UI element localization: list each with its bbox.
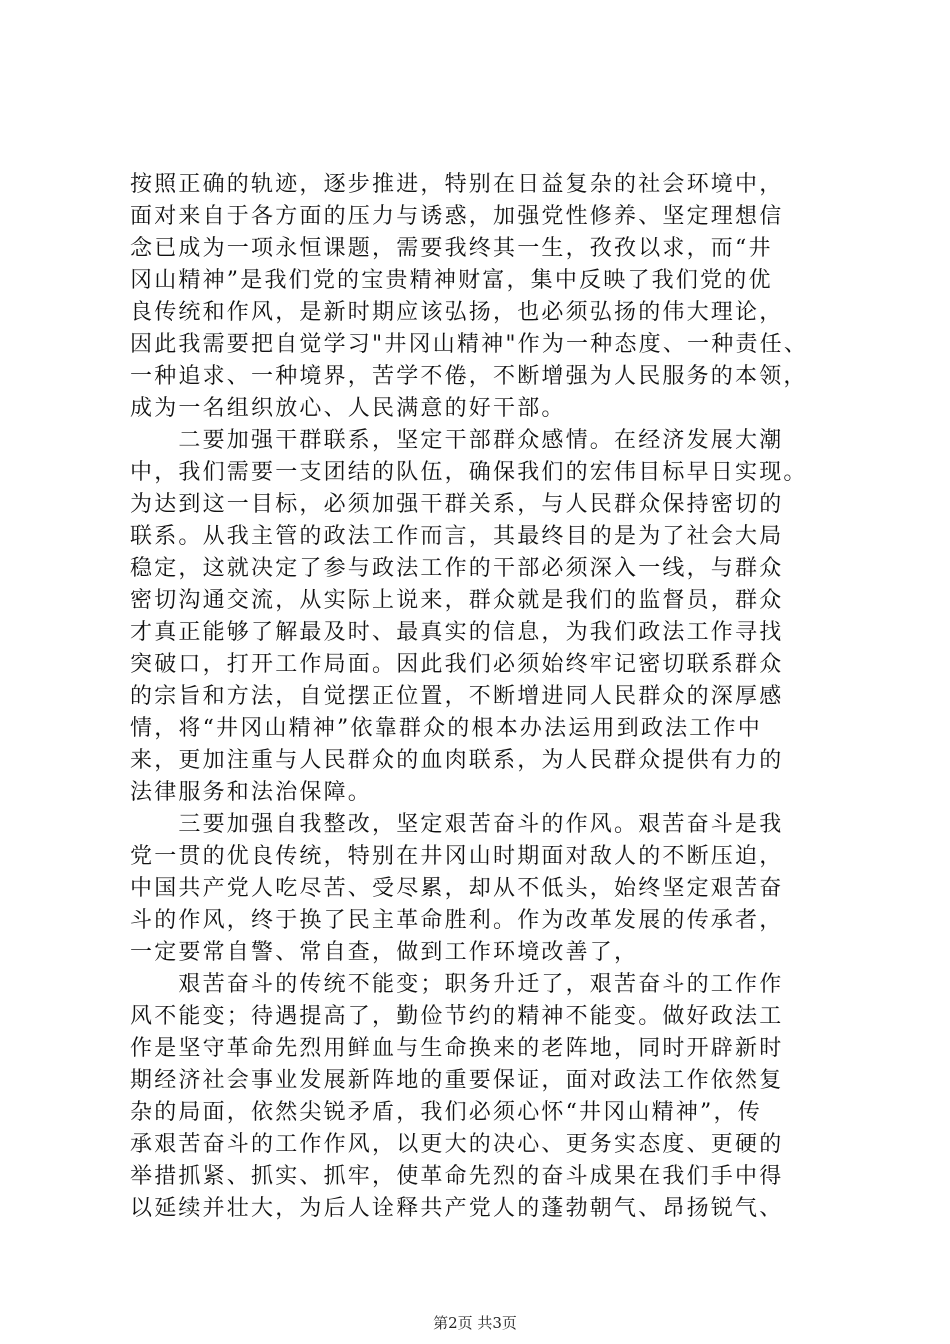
text-line: 作是坚守革命先烈用鲜血与生命换来的老阵地，同时开辟新时 [130, 1036, 784, 1061]
text-line: 面对来自于各方面的压力与诱惑，加强党性修养、坚定理想信 [130, 204, 784, 229]
text-line: 以延续并壮大，为后人诠释共产党人的蓬勃朝气、昂扬锐气、 [130, 1196, 784, 1221]
text-line: 三要加强自我整改，坚定艰苦奋斗的作风。艰苦奋斗是我 [130, 812, 784, 837]
text-line: 期经济社会事业发展新阵地的重要保证，面对政法工作依然复 [130, 1068, 784, 1093]
text-line: 中国共产党人吃尽苦、受尽累，却从不低头，始终坚定艰苦奋 [130, 876, 784, 901]
text-line: 冈山精神”是我们党的宝贵精神财富，集中反映了我们党的优 [130, 268, 773, 293]
text-line: 良传统和作风，是新时期应该弘扬，也必须弘扬的伟大理论， [130, 300, 784, 325]
text-line: 党一贯的优良传统，特别在井冈山时期面对敌人的不断压迫， [130, 844, 784, 869]
text-line: 艰苦奋斗的传统不能变；职务升迁了，艰苦奋斗的工作作 [130, 972, 784, 997]
text-line: 为达到这一目标，必须加强干群关系，与人民群众保持密切的 [130, 492, 784, 517]
text-line: 中，我们需要一支团结的队伍，确保我们的宏伟目标早日实现。 [130, 460, 808, 485]
text-line: 二要加强干群联系，坚定干部群众感情。在经济发展大潮 [130, 428, 784, 453]
text-line: 斗的作风，终于换了民主革命胜利。作为改革发展的传承者， [130, 908, 784, 933]
text-line: 因此我需要把自觉学习"井冈山精神"作为一种态度、一种责任、 [130, 332, 809, 357]
text-line: 举措抓紧、抓实、抓牢，使革命先烈的奋斗成果在我们手中得 [130, 1164, 784, 1189]
text-line: 一定要常自警、常自查，做到工作环境改善了， [130, 940, 639, 965]
text-line: 来，更加注重与人民群众的血肉联系，为人民群众提供有力的 [130, 748, 784, 773]
text-line: 法律服务和法治保障。 [130, 780, 373, 805]
text-line: 念已成为一项永恒课题，需要我终其一生，孜孜以求，而“井 [130, 236, 773, 261]
text-line: 一种追求、一种境界，苦学不倦，不断增强为人民服务的本领， [130, 364, 808, 389]
page-number-footer: 第2页 共3页 [433, 1314, 517, 1332]
text-line: 杂的局面，依然尖锐矛盾，我们必须心怀“井冈山精神”，传 [130, 1100, 762, 1125]
text-line: 风不能变；待遇提高了，勤俭节约的精神不能变。做好政法工 [130, 1004, 784, 1029]
text-line: 联系。从我主管的政法工作而言，其最终目的是为了社会大局 [130, 524, 784, 549]
text-line: 情，将“井冈山精神”依靠群众的根本办法运用到政法工作中 [130, 716, 762, 741]
text-line: 突破口，打开工作局面。因此我们必须始终牢记密切联系群众 [130, 652, 784, 677]
text-line: 密切沟通交流，从实际上说来，群众就是我们的监督员，群众 [130, 588, 784, 613]
text-line: 承艰苦奋斗的工作作风，以更大的决心、更务实态度、更硬的 [130, 1132, 784, 1157]
text-line: 的宗旨和方法，自觉摆正位置，不断增进同人民群众的深厚感 [130, 684, 784, 709]
text-line: 成为一名组织放心、人民满意的好干部。 [130, 396, 566, 421]
text-line: 按照正确的轨迹，逐步推进，特别在日益复杂的社会环境中， [130, 172, 784, 197]
text-line: 稳定，这就决定了参与政法工作的干部必须深入一线，与群众 [130, 556, 784, 581]
text-line: 才真正能够了解最及时、最真实的信息，为我们政法工作寻找 [130, 620, 784, 645]
